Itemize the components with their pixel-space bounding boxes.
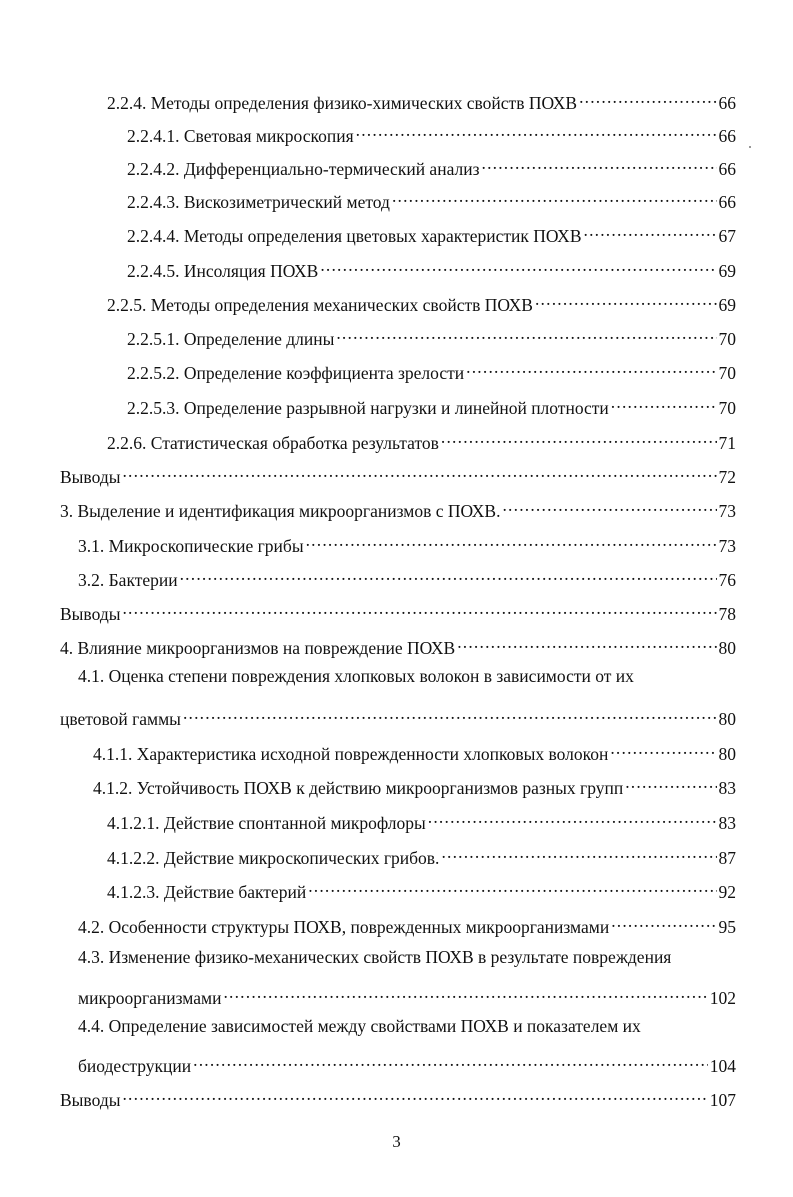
toc-entry bbox=[127, 118, 736, 146]
dot-leader bbox=[457, 630, 716, 654]
toc-entry-page: 83 bbox=[718, 778, 736, 798]
toc-entry-title: 2.2.5.3. Определение разрывной нагрузки и линейной плотности bbox=[127, 398, 609, 418]
dot-leader bbox=[183, 701, 717, 725]
toc-entry-title: 2.2.5. Методы определения механических свойств ПОХВ bbox=[107, 295, 533, 315]
dot-leader bbox=[535, 287, 717, 311]
dot-leader bbox=[502, 493, 716, 517]
toc-entry-title: 3.1. Микроскопические грибы bbox=[78, 536, 304, 556]
toc-entry-page: 80 bbox=[718, 709, 736, 729]
dot-leader bbox=[336, 321, 716, 345]
toc-entry-title: 2.2.4. Методы определения физико-химических свойств ПОХВ bbox=[107, 93, 578, 113]
toc-entry-title: микроорганизмами bbox=[78, 988, 222, 1008]
dot-leader bbox=[584, 218, 717, 242]
toc-entry-title: Выводы bbox=[60, 604, 121, 624]
toc-entry-page: 69 bbox=[718, 295, 736, 315]
toc-entry bbox=[60, 459, 736, 487]
dot-leader bbox=[466, 355, 716, 379]
toc-entry-page: 102 bbox=[709, 988, 736, 1008]
toc-entry bbox=[93, 770, 736, 798]
toc-entry bbox=[78, 1048, 736, 1076]
dot-leader bbox=[482, 151, 717, 175]
toc-entry-page: 69 bbox=[718, 261, 736, 281]
dot-leader bbox=[223, 980, 707, 1004]
toc-entry-title: цветовой гаммы bbox=[60, 709, 181, 729]
toc-entry-title: 4.2. Особенности структуры ПОХВ, поврежденных микроорганизмами bbox=[78, 917, 610, 937]
toc-entry-page: 66 bbox=[718, 126, 736, 146]
toc-entry-title: 3. Выделение и идентификация микроорганизмов с ПОХВ. bbox=[60, 501, 501, 521]
toc-entry-first-line bbox=[78, 664, 736, 688]
toc-entry-page: 66 bbox=[718, 93, 736, 113]
page-number: 3 bbox=[392, 1132, 401, 1151]
dot-leader bbox=[306, 528, 717, 552]
toc-entry bbox=[107, 425, 736, 453]
toc-entry-title: 4.1.2.3. Действие бактерий bbox=[107, 882, 307, 902]
toc-entry-page: 80 bbox=[718, 638, 736, 658]
toc-entry-title: 4.1.2. Устойчивость ПОХВ к действию микроорганизмов разных групп bbox=[93, 778, 624, 798]
toc-entry-title: 4.1.2.2. Действие микроскопических грибов. bbox=[107, 848, 440, 868]
toc-entry bbox=[60, 1082, 736, 1110]
dot-leader bbox=[441, 840, 716, 864]
toc-entry bbox=[127, 390, 736, 418]
toc-entry-title: 3.2. Бактерии bbox=[78, 570, 178, 590]
toc-entry bbox=[60, 596, 736, 624]
toc-entry-page: 70 bbox=[718, 363, 736, 383]
toc-entry bbox=[107, 85, 736, 113]
dot-leader bbox=[320, 253, 716, 277]
toc-entry-page: 70 bbox=[718, 329, 736, 349]
toc-entry bbox=[78, 562, 736, 590]
toc-entry bbox=[60, 493, 736, 521]
toc-entry-title: 2.2.6. Статистическая обработка результатов bbox=[107, 433, 439, 453]
toc-entry-first-line bbox=[78, 1014, 736, 1038]
toc-entry-title: 2.2.5.1. Определение длины bbox=[127, 329, 335, 349]
dot-leader bbox=[625, 770, 716, 794]
scan-speck bbox=[749, 146, 751, 148]
dot-leader bbox=[356, 118, 717, 142]
dot-leader bbox=[122, 459, 716, 483]
toc-entry-page: 67 bbox=[718, 226, 736, 246]
toc-entry-title: 4.1.2.1. Действие спонтанной микрофлоры bbox=[107, 813, 426, 833]
toc-entry-title: 2.2.4.1. Световая микроскопия bbox=[127, 126, 354, 146]
toc-entry-page: 70 bbox=[718, 398, 736, 418]
toc-entry bbox=[127, 184, 736, 212]
toc-entry-page: 78 bbox=[718, 604, 736, 624]
dot-leader bbox=[441, 425, 717, 449]
toc-entry-title: 2.2.5.2. Определение коэффициента зрелости bbox=[127, 363, 465, 383]
toc-entry bbox=[78, 528, 736, 556]
toc-entry-page: 95 bbox=[718, 917, 736, 937]
dot-leader bbox=[180, 562, 717, 586]
toc-entry bbox=[107, 874, 736, 902]
toc-entry bbox=[93, 736, 736, 764]
toc-entry-title: 4. Влияние микроорганизмов на повреждение ПОХВ bbox=[60, 638, 456, 658]
toc-entry-page: 71 bbox=[718, 433, 736, 453]
toc-entry bbox=[107, 840, 736, 868]
toc-entry-page: 76 bbox=[718, 570, 736, 590]
toc-entry bbox=[107, 287, 736, 315]
toc-entry bbox=[127, 218, 736, 246]
toc-entry-title: 2.2.4.2. Дифференциально-термический анализ bbox=[127, 159, 480, 179]
toc-entry-page: 73 bbox=[718, 536, 736, 556]
toc-entry-page: 80 bbox=[718, 744, 736, 764]
dot-leader bbox=[308, 874, 716, 898]
toc-entry-page: 66 bbox=[718, 159, 736, 179]
toc-entry-page: 72 bbox=[718, 467, 736, 487]
toc-entry-title-line1: 4.1. Оценка степени повреждения хлопковых волокон в зависимости от их bbox=[78, 666, 634, 686]
toc-entry bbox=[127, 355, 736, 383]
toc-entry-title: 2.2.4.5. Инсоляция ПОХВ bbox=[127, 261, 319, 281]
toc-entry-title-line1: 4.4. Определение зависимостей между свойствами ПОХВ и показателем их bbox=[78, 1016, 641, 1036]
dot-leader bbox=[122, 1082, 707, 1106]
toc-entry bbox=[107, 805, 736, 833]
toc-entry-title-line1: 4.3. Изменение физико-механических свойств ПОХВ в результате повреждения bbox=[78, 947, 672, 967]
toc-entry bbox=[127, 151, 736, 179]
dot-leader bbox=[610, 736, 716, 760]
toc-entry-page: 73 bbox=[718, 501, 736, 521]
toc-entry-title: 2.2.4.4. Методы определения цветовых характеристик ПОХВ bbox=[127, 226, 582, 246]
dot-leader bbox=[428, 805, 717, 829]
toc-entry bbox=[78, 909, 736, 937]
toc-entry-title: Выводы bbox=[60, 1090, 121, 1110]
dot-leader bbox=[611, 909, 716, 933]
dot-leader bbox=[579, 85, 716, 109]
toc-entry-page: 66 bbox=[718, 192, 736, 212]
dot-leader bbox=[122, 596, 716, 620]
toc-entry bbox=[78, 980, 736, 1008]
toc-entry-page: 92 bbox=[718, 882, 736, 902]
toc-entry-page: 83 bbox=[718, 813, 736, 833]
toc-entry-title: Выводы bbox=[60, 467, 121, 487]
toc-entry bbox=[60, 630, 736, 658]
toc-entry-page: 107 bbox=[709, 1090, 736, 1110]
dot-leader bbox=[193, 1048, 708, 1072]
toc-entry-first-line bbox=[78, 945, 736, 969]
toc-entry bbox=[60, 701, 736, 729]
toc-entry-title: биодеструкции bbox=[78, 1056, 192, 1076]
toc-entry-title: 4.1.1. Характеристика исходной поврежденности хлопковых волокон bbox=[93, 744, 609, 764]
toc-entry-page: 104 bbox=[709, 1056, 736, 1076]
dot-leader bbox=[392, 184, 717, 208]
toc-entry bbox=[127, 253, 736, 281]
toc-entry bbox=[127, 321, 736, 349]
toc-entry-page: 87 bbox=[718, 848, 736, 868]
dot-leader bbox=[611, 390, 717, 414]
toc-entry-title: 2.2.4.3. Вискозиметрический метод bbox=[127, 192, 390, 212]
